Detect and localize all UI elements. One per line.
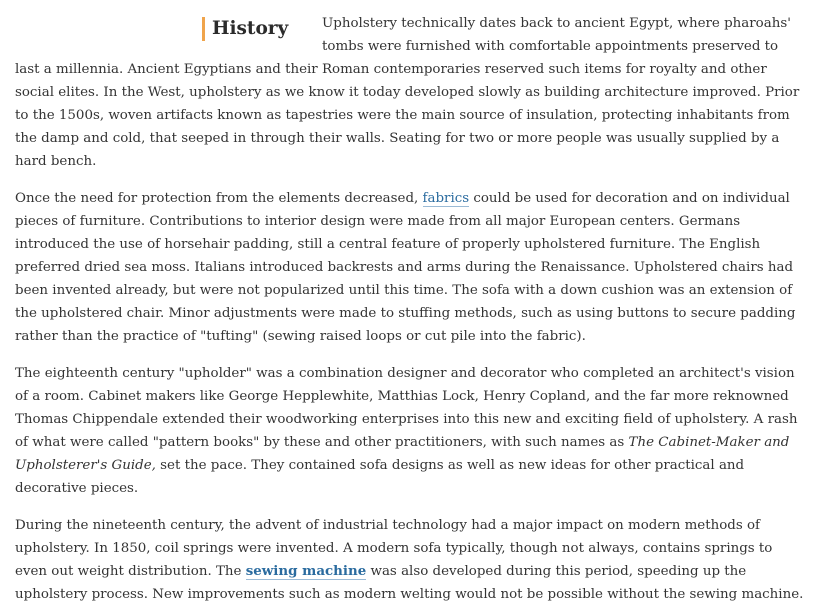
heading-container — [0, 12, 322, 58]
paragraph-text: During the nineteenth century, the advent of industrial technology had a major impact on modern methods of upholstery. In 1850, coil springs were invented. A modern sofa typically, though not always, contains springs to even out weight distribution. The — [15, 518, 773, 579]
paragraph-text: The eighteenth century "upholder" was a combination designer and decorator who completed an architect's vision of a room. Cabinet makers like George Hepplewhite, Matthias Lock, Henry Copland, and the far more reknowned Thomas Chippendale extended their woodworking enterprises into this new and exciting field of upholstery. A rash of what were called "pattern books" by these and other practitioners, with such names as — [15, 366, 798, 450]
paragraph-eighteenth-century — [15, 362, 805, 500]
paragraph-text: was also developed during this period, speeding up the upholstery process. New improvements such as modern welting would not be possible without the sewing machine. — [15, 564, 804, 602]
paragraph-origins: Upholstery technically dates back to ancient Egypt, where pharoahs' tombs were furnished with comfortable appointments preserved to last a millennia. Ancient Egyptians and their Roman contemporaries reserved such items for royalty and other social elites. In the West, upholstery as we know it today developed slowly as building architecture improved. Prior to the 1500s, woven artifacts known as tapestries were the main source of insulation, protecting inhabitants from the damp and cold, that seeped in through their walls. Seating for two or more people was usually supplied by a hard bench. — [15, 16, 800, 169]
paragraph-nineteenth-century — [15, 514, 805, 606]
paragraph-text: Once the need for protection from the elements decreased, — [15, 191, 423, 206]
book-title: The Cabinet-Maker and Upholsterer's Guide, — [15, 435, 790, 473]
paragraph-text: set the pace. They contained sofa designs as well as new ideas for other practical and decorative pieces. — [15, 458, 745, 496]
fabrics-link[interactable]: fabrics — [422, 191, 470, 206]
section-heading: History — [202, 17, 288, 41]
article-body — [15, 0, 805, 606]
sewing-machine-link[interactable]: sewing machine — [245, 563, 367, 579]
paragraph-fabrics — [15, 187, 805, 348]
paragraph-text: could be used for decoration and on individual pieces of furniture. Contributions to interior design were made from all major European centers. Germans introduced the use of horsehair padding, still a central feature of properly upholstered furniture. The English preferred dried sea moss. Italians introduced backrests and arms during the Renaissance. Upholstered chairs had been invented already, but were not popularized until this time. The sofa with a down cushion was an extension of the upholstered chair. Minor adjustments were made to stuffing methods, such as using buttons to secure padding rather than the practice of "tufting" (sewing raised loops or cut pile into the fabric). — [15, 191, 796, 344]
